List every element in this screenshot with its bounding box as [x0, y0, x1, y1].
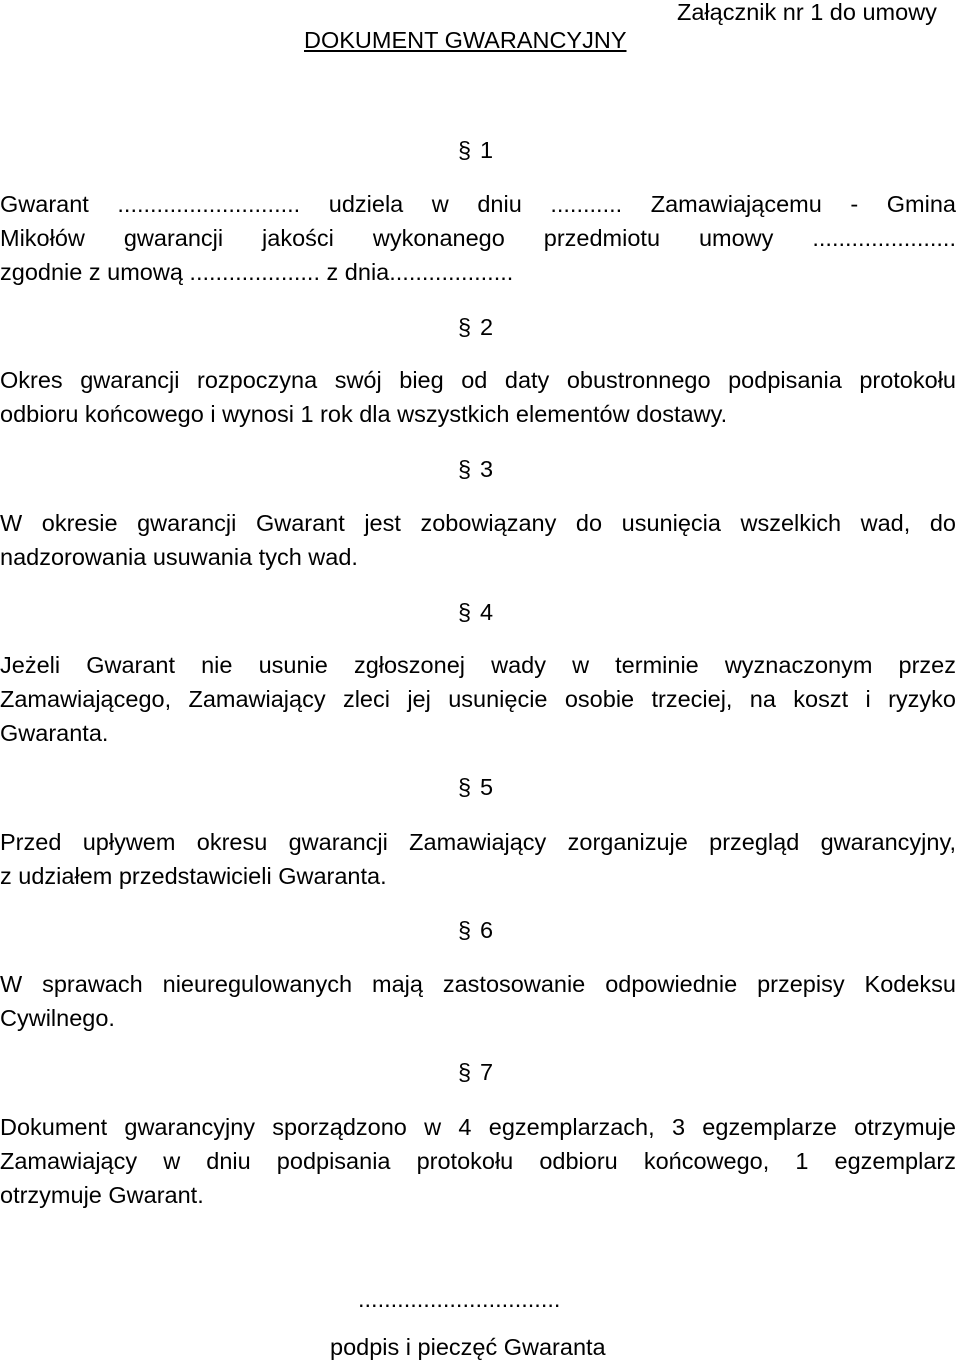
annex-label: Załącznik nr 1 do umowy	[677, 0, 937, 25]
section-7-paragraph	[0, 1110, 956, 1212]
section-3-paragraph	[0, 506, 956, 574]
section-4-heading	[458, 595, 493, 629]
section-5-heading	[458, 770, 493, 804]
section-5-paragraph	[0, 825, 956, 893]
document-title: DOKUMENT GWARANCYJNY	[304, 27, 627, 53]
section-2-paragraph	[0, 363, 956, 431]
section-symbol: §	[458, 774, 472, 800]
section-number: 5	[480, 774, 494, 800]
section-number: 7	[480, 1059, 494, 1085]
paragraph-line: Gwarant ............................ udziela w dniu ........... Zamawiającemu - Gmina	[0, 191, 956, 217]
paragraph-line: W okresie gwarancji Gwarant jest zobowiązany do usunięcia wszelkich wad, do	[0, 510, 956, 536]
paragraph-line: Okres gwarancji rozpoczyna swój bieg od daty obustronnego podpisania protokołu	[0, 367, 956, 393]
section-number: 3	[480, 456, 494, 482]
signature-label: podpis i pieczęć Gwaranta	[330, 1334, 606, 1360]
paragraph-line: Zamawiający w dniu podpisania protokołu odbioru końcowego, 1 egzemplarz	[0, 1148, 956, 1174]
section-6-paragraph	[0, 967, 956, 1035]
section-number: 2	[480, 314, 494, 340]
paragraph-line: nadzorowania usuwania tych wad.	[0, 544, 358, 570]
section-7-heading	[458, 1055, 493, 1089]
paragraph-line: Jeżeli Gwarant nie usunie zgłoszonej wady w terminie wyznaczonym przez	[0, 652, 956, 678]
paragraph-line: Mikołów gwarancji jakości wykonanego przedmiotu umowy ......................	[0, 225, 956, 251]
section-4-paragraph	[0, 648, 956, 750]
section-number: 6	[480, 917, 494, 943]
section-3-heading	[458, 452, 493, 486]
paragraph-line: Gwaranta.	[0, 720, 109, 746]
paragraph-line: otrzymuje Gwarant.	[0, 1182, 204, 1208]
paragraph-line: z udziałem przedstawicieli Gwaranta.	[0, 863, 387, 889]
paragraph-line: zgodnie z umową .................... z dnia...................	[0, 259, 514, 285]
section-number: 1	[480, 137, 494, 163]
paragraph-line: Przed upływem okresu gwarancji Zamawiający zorganizuje przegląd gwarancyjny,	[0, 829, 956, 855]
paragraph-line: Dokument gwarancyjny sporządzono w 4 egzemplarzach, 3 egzemplarze otrzymuje	[0, 1114, 956, 1140]
paragraph-line: odbioru końcowego i wynosi 1 rok dla wszystkich elementów dostawy.	[0, 401, 728, 427]
section-2-heading	[458, 310, 493, 344]
paragraph-line: W sprawach nieuregulowanych mają zastosowanie odpowiednie przepisy Kodeksu	[0, 971, 956, 997]
section-symbol: §	[458, 314, 472, 340]
paragraph-line: Cywilnego.	[0, 1005, 115, 1031]
section-symbol: §	[458, 456, 472, 482]
section-symbol: §	[458, 137, 472, 163]
signature-dots: ...............................	[358, 1286, 561, 1312]
section-symbol: §	[458, 599, 472, 625]
section-1-heading	[458, 133, 493, 167]
section-6-heading	[458, 913, 493, 947]
section-symbol: §	[458, 917, 472, 943]
paragraph-line: Zamawiającego, Zamawiający zleci jej usunięcie osobie trzeciej, na koszt i ryzyko	[0, 686, 956, 712]
section-number: 4	[480, 599, 494, 625]
section-1-paragraph	[0, 187, 956, 289]
section-symbol: §	[458, 1059, 472, 1085]
